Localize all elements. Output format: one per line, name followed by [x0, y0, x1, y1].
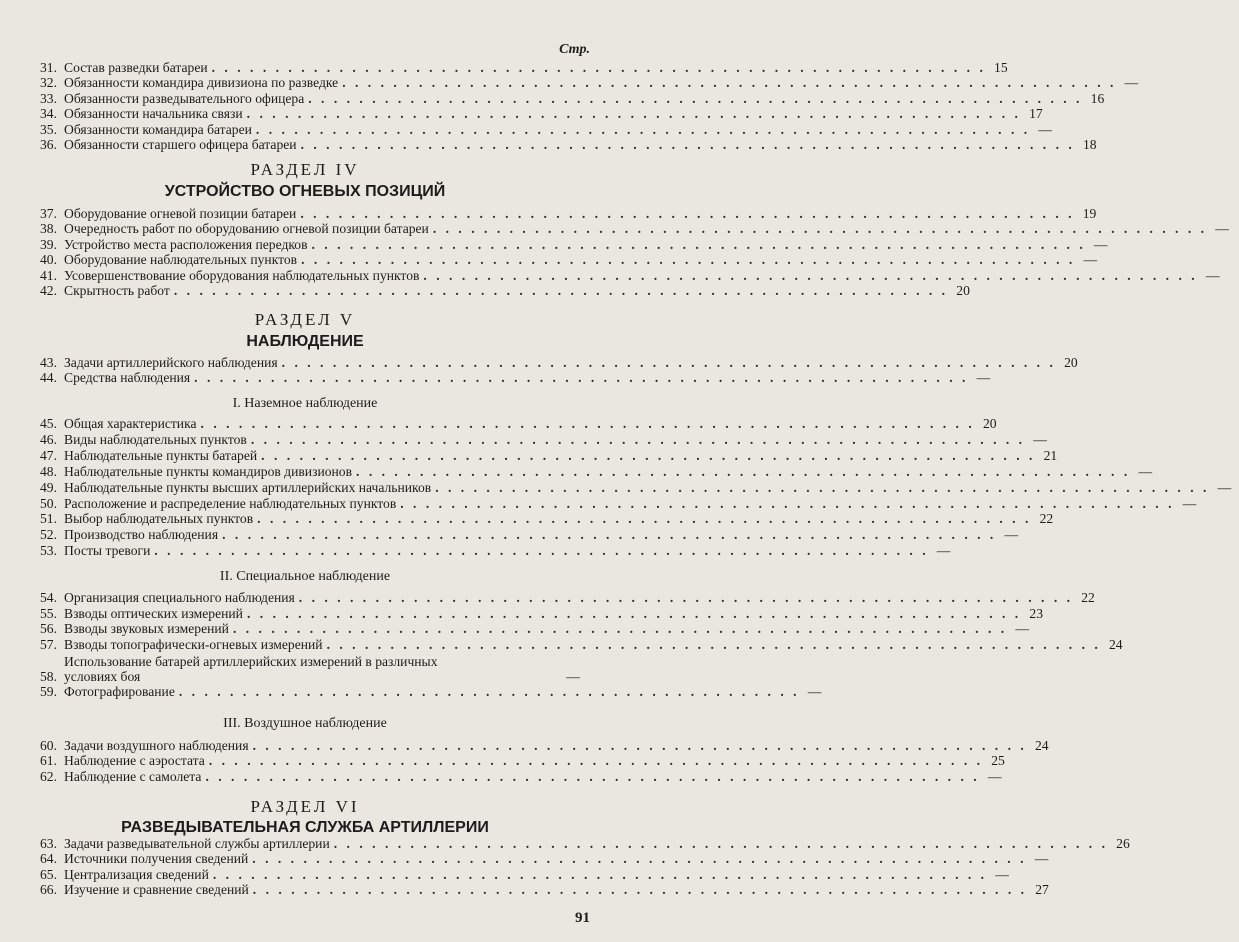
entry-number: 43. — [40, 355, 57, 370]
entry-title: Задачи воздушного наблюдения — [64, 738, 249, 753]
entry-title: Очередность работ по оборудованию огневой позиции батареи — [64, 221, 429, 237]
toc-entry — [40, 590, 1095, 605]
entry-number: 35. — [40, 121, 57, 137]
entry-page: — — [1034, 851, 1049, 867]
entry-title: Фотографирование — [64, 684, 175, 699]
dot-leader: . . . . . . . . . . . . . . . . . . . . . . . . . . . . . . . . . . . . . . . . . . . . . . . . . . . . . . . . . . . . . — [308, 90, 1083, 106]
dot-leader: . . . . . . . . . . . . . . . . . . . . . . . . . . . . . . . . . . . . . . . . . . . . . . . . . . . . . . . . . . . . . — [250, 431, 1026, 447]
entry-title: Организация специального наблюдения — [64, 590, 295, 605]
toc-entry — [40, 768, 1002, 784]
entry-page: — — [1138, 463, 1153, 479]
dot-leader: . . . . . . . . . . . . . . . . . . . . . . . . . . . . . . . . . . . . . . . . . . . . . . . . . . . . . . . . . . . . . — [255, 121, 1031, 137]
toc-entry — [40, 851, 1049, 867]
entry-number: 38. — [40, 221, 57, 237]
dot-leader: . . . . . . . . . . . . . . . . . . . . . . . . . . . . . . . . . . . . . . . . . . . . . . . . . . . . . . . . . . . . . — [301, 252, 1076, 268]
entry-page: — — [566, 669, 580, 684]
entry-page: 15 — [994, 60, 1008, 75]
section-5-title: НАБЛЮДЕНИЕ — [246, 333, 364, 350]
dot-leader: . . . . . . . . . . . . . . . . . . . . . . . . . . . . . . . . . . . . . . . . . . . . . . . . . . . . . . . . . . . . . — [261, 447, 1036, 463]
entry-page: — — [1015, 621, 1029, 637]
entry-page: — — [1205, 267, 1220, 283]
dot-leader: . . . . . . . . . . . . . . . . . . . . . . . . . . . . . . . . . . . . . . . . . . . . . . . . . . . . . . . . . . . . . — [257, 511, 1032, 527]
section-6-heading: РАЗДЕЛ VI — [250, 797, 360, 816]
dot-leader: . . . . . . . . . . . . . . . . . . . . . . . . . . . . . . . . . . . . . . . . . . . . . . . . . . . . . . . . . . . . . — [154, 543, 929, 559]
entry-page: 21 — [1043, 447, 1058, 463]
entry-number: 56. — [40, 621, 57, 637]
entry-number: 44. — [40, 370, 57, 386]
entry-title-line-1: Использование батарей артиллерийских измерений в различных — [64, 654, 438, 669]
toc-entry — [40, 543, 951, 559]
entry-number: 39. — [40, 236, 57, 252]
toc-entry — [40, 60, 1008, 75]
entry-number: 60. — [40, 738, 57, 753]
entry-number: 42. — [40, 283, 57, 298]
section-4-heading: РАЗДЕЛ IV — [250, 160, 360, 179]
entry-page: 20 — [982, 416, 997, 431]
dot-leader: . . . . . . . . . . . . . . . . . . . . . . . . . . . . . . . . . . . . . . . . . . . . . . . . . . . . . . . . . . . . . — [298, 590, 1074, 605]
toc-entry — [40, 267, 1220, 283]
entry-title: Скрытность работ — [64, 283, 170, 298]
entry-page: 24 — [1035, 738, 1049, 753]
entry-number: 55. — [40, 605, 57, 621]
dot-leader: . . . . . . . . . . . . . . . . . . . . . . . . . . . . . . . . . . . . . . . . . . . . . . . . . . . . . . . . . . . . . — [432, 221, 1208, 237]
entry-page: 18 — [1082, 137, 1097, 152]
entry-title: Источники получения сведений — [64, 851, 249, 867]
entry-number: 57. — [40, 636, 57, 652]
dot-leader: . . . . . . . . . . . . . . . . . . . . . . . . . . . . . . . . . . . . . . . . . . . . . . . . . . . . . . . . . . . . . — [252, 738, 1027, 753]
section-5-heading: РАЗДЕЛ V — [254, 310, 356, 329]
entry-title: Обязанности разведывательного офицера — [64, 90, 305, 106]
page-number: 91 — [575, 910, 590, 926]
dot-leader: . . . . . . . . . . . . . . . . . . . . . . . . . . . . . . . . . . . . . . . . . . . . . . . . . . . . . . . . . . . . . — [342, 75, 1117, 91]
entry-page: 24 — [1108, 636, 1123, 652]
entry-page: 19 — [1082, 206, 1097, 221]
entry-page: — — [1124, 75, 1139, 91]
entry-title: Средства наблюдения — [64, 370, 191, 386]
toc-entry — [40, 738, 1049, 753]
entry-title: Задачи разведывательной службы артиллерии — [64, 836, 330, 851]
toc-entry — [40, 431, 1047, 447]
entry-number: 33. — [40, 90, 57, 106]
dot-leader: . . . . . . . . . . . . . . . . . . . . . . . . . . . . . . . . . . . . . . . . . . . . . . . . . — [178, 684, 800, 699]
dot-leader: . . . . . . . . . . . . . . . . . . . . . . . . . . . . . . . . . . . . . . . . . . . . . . . . . . . . . . . . . . . . . — [252, 882, 1028, 898]
toc-entry — [40, 479, 1232, 495]
toc-entry — [40, 370, 991, 386]
entry-page: — — [1038, 121, 1052, 137]
entry-number: 45. — [40, 416, 57, 431]
toc-entry — [40, 527, 1019, 543]
entry-number: 48. — [40, 463, 57, 479]
dot-leader: . . . . . . . . . . . . . . . . . . . . . . . . . . . . . . . . . . . . . . . . . . . . . . . . . . . . . . . . . . . . . — [252, 851, 1027, 867]
entry-number: 37. — [40, 206, 57, 221]
entry-number: 51. — [40, 511, 57, 527]
entry-number: 53. — [40, 543, 57, 559]
entry-page: 20 — [1064, 355, 1078, 370]
entry-title: Наблюдение с аэростата — [64, 753, 205, 769]
entry-title: Взводы оптических измерений — [64, 605, 243, 621]
entry-number: 34. — [40, 106, 57, 122]
entry-number: 31. — [40, 60, 57, 75]
entry-number: 36. — [40, 137, 57, 152]
toc-entry-59 — [40, 684, 822, 699]
entry-page: — — [995, 866, 1009, 882]
toc-entry — [40, 106, 1043, 122]
entry-title: Наблюдательные пункты командиров дивизионов — [64, 463, 353, 479]
dot-leader: . . . . . . . . . . . . . . . . . . . . . . . . . . . . . . . . . . . . . . . . . . . . . . . . . . . . . . . . . . . . . — [246, 605, 1022, 621]
toc-entry — [40, 75, 1139, 91]
toc-entry — [40, 90, 1105, 106]
toc-entry — [40, 416, 997, 431]
toc-entry — [40, 283, 970, 298]
toc-entry — [40, 137, 1097, 152]
entry-title: Посты тревоги — [64, 543, 151, 559]
entry-number: 58. — [40, 669, 57, 684]
entry-page: 22 — [1039, 511, 1054, 527]
entry-page: 22 — [1081, 590, 1095, 605]
subsection-3-heading: III. Воздушное наблюдение — [223, 716, 387, 731]
entry-page: — — [1215, 221, 1229, 237]
toc-entry — [40, 447, 1058, 463]
dot-leader: . . . . . . . . . . . . . . . . . . . . . . . . . . . . . . . . . . . . . . . . . . . . . . . . . . . . . . . . . . . . . — [208, 753, 984, 769]
entry-title: Наблюдательные пункты батарей — [64, 447, 258, 463]
entry-title: Оборудование наблюдательных пунктов — [64, 252, 298, 268]
entry-title: Состав разведки батареи — [64, 60, 208, 75]
entry-page: — — [1004, 527, 1019, 543]
toc-entry — [40, 252, 1098, 268]
entry-page: — — [1217, 479, 1232, 495]
toc-entry — [40, 355, 1078, 370]
toc-entry — [40, 753, 1005, 769]
entry-page: 17 — [1029, 106, 1043, 122]
entry-number: 49. — [40, 479, 57, 495]
entry-title: Наблюдение с самолета — [64, 768, 202, 784]
toc-entry — [40, 236, 1108, 252]
toc-entry — [40, 463, 1153, 479]
dot-leader: . . . . . . . . . . . . . . . . . . . . . . . . . . . . . . . . . . . . . . . . . . . . . . . . . . . . . . . . . . . . . — [400, 495, 1175, 511]
toc-entry — [40, 206, 1097, 221]
dot-leader: . . . . . . . . . . . . . . . . . . . . . . . . . . . . . . . . . . . . . . . . . . . . . . . . . . . . . . . . . . . . . — [300, 206, 1075, 221]
toc-entry — [40, 121, 1052, 137]
entry-title: Задачи артиллерийского наблюдения — [64, 355, 278, 370]
toc-entry — [40, 866, 1009, 882]
entry-page: 25 — [991, 753, 1005, 769]
dot-leader: . . . . . . . . . . . . . . . . . . . . . . . . . . . . . . . . . . . . . . . . . . . . . . . . . . . . . . . . . . . . . — [173, 283, 949, 298]
entry-number: 65. — [40, 866, 57, 882]
entry-title: Расположение и распределение наблюдательных пунктов — [64, 495, 397, 511]
entry-title: Усовершенствование оборудования наблюдательных пунктов — [64, 267, 420, 283]
entry-page: — — [1093, 236, 1108, 252]
entry-title: Общая характеристика — [64, 416, 197, 431]
entry-number: 59. — [40, 684, 57, 699]
entry-page: 20 — [956, 283, 970, 298]
dot-leader: . . . . . . . . . . . . . . . . . . . . . . . . . . . . . . . . . . . . . . . . . . . . . . . . . . . . . . . . . . . . . — [222, 527, 997, 543]
entry-title: Обязанности старшего офицера батареи — [64, 137, 297, 152]
dot-leader: . . . . . . . . . . . . . . . . . . . . . . . . . . . . . . . . . . . . . . . . . . . . . . . . . . . . . . . . . . . . . — [300, 137, 1075, 152]
entry-number: 50. — [40, 495, 57, 511]
toc-entry — [40, 605, 1043, 621]
entry-page: 26 — [1116, 836, 1130, 851]
toc-entry — [40, 636, 1123, 652]
entry-page: — — [936, 543, 951, 559]
entry-title: Выбор наблюдательных пунктов — [64, 511, 254, 527]
entry-number: 40. — [40, 252, 57, 268]
entry-number: 46. — [40, 431, 57, 447]
entry-page: — — [1182, 495, 1197, 511]
dot-leader: . . . . . . . . . . . . . . . . . . . . . . . . . . . . . . . . . . . . . . . . . . . . . . . . . . . . . . . . . . . . . — [356, 463, 1131, 479]
page-column-label: Стр. — [559, 42, 590, 57]
toc-entry — [40, 495, 1197, 511]
entry-title: Обязанности командира дивизиона по разведке — [64, 75, 339, 91]
entry-page: — — [1083, 252, 1098, 268]
entry-page: 16 — [1090, 90, 1105, 106]
entry-page: 27 — [1035, 882, 1049, 898]
entry-page: — — [976, 370, 991, 386]
entry-title: Централизация сведений — [64, 866, 209, 882]
dot-leader: . . . . . . . . . . . . . . . . . . . . . . . . . . . . . . . . . . . . . . . . . . . . . . . . . . . . . . . . . . . . . — [311, 236, 1086, 252]
subsection-1-heading: I. Наземное наблюдение — [232, 396, 378, 411]
entry-title: Устройство места расположения передков — [64, 236, 308, 252]
entry-number: 63. — [40, 836, 57, 851]
entry-title: Взводы топографически-огневых измерений — [64, 636, 323, 652]
dot-leader: . . . . . . . . . . . . . . . . . . . . . . . . . . . . . . . . . . . . . . . . . . . . . . . . . . . . . . . . . . . . . — [435, 479, 1210, 495]
entry-title: Оборудование огневой позиции батареи — [64, 206, 297, 221]
entry-page: 23 — [1029, 605, 1043, 621]
dot-leader: . . . . . . . . . . . . . . . . . . . . . . . . . . . . . . . . . . . . . . . . . . . . . . . . . . . . . . . . . . . . . — [200, 416, 975, 431]
entry-title: Наблюдательные пункты высших артиллерийских начальников — [64, 479, 432, 495]
dot-leader: . . . . . . . . . . . . . . . . . . . . . . . . . . . . . . . . . . . . . . . . . . . . . . . . . . . . . . . . . . . . . — [211, 60, 986, 75]
dot-leader: . . . . . . . . . . . . . . . . . . . . . . . . . . . . . . . . . . . . . . . . . . . . . . . . . . . . . . . . . . . . . — [205, 768, 980, 784]
entry-number: 52. — [40, 527, 57, 543]
toc-entry — [40, 221, 1229, 237]
entry-page: — — [1033, 431, 1047, 447]
entry-title: Виды наблюдательных пунктов — [64, 431, 247, 447]
dot-leader: . . . . . . . . . . . . . . . . . . . . . . . . . . . . . . . . . . . . . . . . . . . . . . . . . . . . . . . . . . . . . — [423, 267, 1198, 283]
section-6-title: РАЗВЕДЫВАТЕЛЬНАЯ СЛУЖБА АРТИЛЛЕРИИ — [121, 819, 489, 836]
dot-leader: . . . . . . . . . . . . . . . . . . . . . . . . . . . . . . . . . . . . . . . . . . . . . . . . . . . . . . . . . . . . . — [232, 621, 1008, 637]
entry-title: Производство наблюдения — [64, 527, 219, 543]
entry-title: Изучение и сравнение сведений — [64, 882, 249, 898]
entry-number: 32. — [40, 75, 57, 91]
toc-entry-58 — [40, 652, 585, 684]
toc-entry — [40, 836, 1130, 851]
toc-entry — [40, 621, 1029, 637]
entry-number: 62. — [40, 768, 57, 784]
entry-number: 64. — [40, 851, 57, 867]
dot-leader: . . . . . . . . . . . . . . . . . . . . . . . . . . . . . . . . . . . . . . . . . . . . . . . . . . . . . . . . . . . . . — [281, 355, 1056, 370]
entry-number: 66. — [40, 882, 57, 898]
entry-number: 47. — [40, 447, 57, 463]
entry-number: 54. — [40, 590, 57, 605]
entry-title: Взводы звуковых измерений — [64, 621, 229, 637]
entry-title: Обязанности командира батареи — [64, 121, 252, 137]
entry-number: 41. — [40, 267, 57, 283]
dot-leader: . . . . . . . . . . . . . . . . . . . . . . . . . . . . . . . . . . . . . . . . . . . . . . . . . . . . . . . . . . . . . — [333, 836, 1108, 851]
dot-leader: . . . . . . . . . . . . . . . . . . . . . . . . . . . . . . . . . . . . . . . . . . . . . . . . . . . . . . . . . . . . . — [212, 866, 988, 882]
entry-page: — — [987, 768, 1002, 784]
entry-title-line-2: условиях боя — [64, 669, 141, 684]
dot-leader: . . . . . . . . . . . . . . . . . . . . . . . . . . . . . . . . . . . . . . . . . . . . . . . . . . . . . . . . . . . . . — [194, 370, 969, 386]
dot-leader: . . . . . . . . . . . . . . . . . . . . . . . . . . . . . . . . . . . . . . . . . . . . . . . . . . . . . . . . . . . . . — [246, 106, 1021, 122]
entry-number: 61. — [40, 753, 57, 769]
toc-entry — [40, 882, 1049, 898]
section-4-title: УСТРОЙСТВО ОГНЕВЫХ ПОЗИЦИЙ — [164, 183, 446, 200]
toc-entry — [40, 511, 1054, 527]
entry-page: — — [807, 684, 822, 699]
dot-leader: . . . . . . . . . . . . . . . . . . . . . . . . . . . . . . . . . . . . . . . . . . . . . . . . . . . . . . . . . . . . . — [326, 636, 1101, 652]
subsection-2-heading: II. Специальное наблюдение — [219, 569, 391, 584]
entry-title: Обязанности начальника связи — [64, 106, 243, 122]
